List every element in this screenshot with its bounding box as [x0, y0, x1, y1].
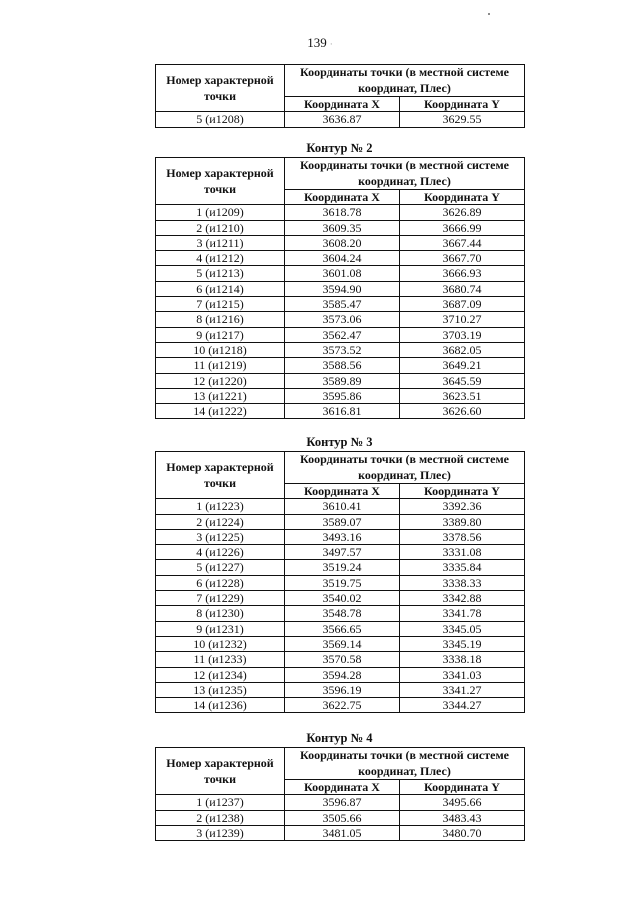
header-x: Координата X [285, 97, 400, 112]
table-row [156, 251, 525, 266]
coords-table [155, 64, 525, 128]
y-cell: 3335.84 [400, 560, 525, 575]
header-coordinates: Координаты точки (в местной системе координат, Плес) [285, 65, 525, 97]
x-cell: 3519.24 [285, 560, 400, 575]
y-cell: 3389.80 [400, 514, 525, 529]
y-cell: 3378.56 [400, 529, 525, 544]
point-cell: 2 (и1210) [156, 220, 285, 235]
y-cell: 3629.55 [400, 112, 525, 127]
x-cell: 3493.16 [285, 529, 400, 544]
point-cell: 8 (и1216) [156, 312, 285, 327]
point-cell: 10 (и1218) [156, 342, 285, 357]
point-cell: 12 (и1234) [156, 667, 285, 682]
x-cell: 3573.06 [285, 312, 400, 327]
coords-section-continued [155, 64, 524, 128]
header-x: Координата X [285, 780, 400, 795]
point-cell: 3 (и1239) [156, 825, 285, 840]
y-cell: 3710.27 [400, 312, 525, 327]
y-cell: 3344.27 [400, 698, 525, 713]
point-cell: 13 (и1235) [156, 682, 285, 697]
header-coordinates: Координаты точки (в местной системе координат, Плес) [285, 748, 525, 780]
table-row [156, 810, 525, 825]
table-row [156, 499, 525, 514]
table-row [156, 266, 525, 281]
table-row [156, 606, 525, 621]
table-body [156, 795, 525, 841]
x-cell: 3595.86 [285, 388, 400, 403]
scan-mark: · [329, 39, 333, 49]
x-cell: 3610.41 [285, 499, 400, 514]
y-cell: 3341.27 [400, 682, 525, 697]
table-row [156, 621, 525, 636]
table-row [156, 388, 525, 403]
table-row [156, 529, 525, 544]
point-cell: 14 (и1236) [156, 698, 285, 713]
coords-table [155, 157, 525, 419]
y-cell: 3680.74 [400, 281, 525, 296]
point-cell: 1 (и1223) [156, 499, 285, 514]
header-coordinates: Координаты точки (в местной системе координат, Плес) [285, 452, 525, 484]
point-cell: 5 (и1208) [156, 112, 285, 127]
point-cell: 9 (и1217) [156, 327, 285, 342]
table-row [156, 220, 525, 235]
y-cell: 3667.44 [400, 235, 525, 250]
header-point-number: Номер характерной точки [156, 748, 285, 795]
y-cell: 3645.59 [400, 373, 525, 388]
y-cell: 3626.60 [400, 404, 525, 419]
x-cell: 3481.05 [285, 825, 400, 840]
x-cell: 3540.02 [285, 591, 400, 606]
point-cell: 9 (и1231) [156, 621, 285, 636]
y-cell: 3392.36 [400, 499, 525, 514]
point-cell: 10 (и1232) [156, 636, 285, 651]
table-row [156, 825, 525, 840]
header-x: Координата X [285, 484, 400, 499]
point-cell: 7 (и1229) [156, 591, 285, 606]
point-cell: 8 (и1230) [156, 606, 285, 621]
x-cell: 3622.75 [285, 698, 400, 713]
point-cell: 5 (и1213) [156, 266, 285, 281]
x-cell: 3566.65 [285, 621, 400, 636]
table-row [156, 698, 525, 713]
y-cell: 3483.43 [400, 810, 525, 825]
point-cell: 4 (и1226) [156, 545, 285, 560]
x-cell: 3608.20 [285, 235, 400, 250]
contour-title: Контур № 2 [306, 141, 373, 155]
header-point-number: Номер характерной точки [156, 158, 285, 205]
coords-table [155, 747, 525, 841]
table-row [156, 636, 525, 651]
header-point-number: Номер характерной точки [156, 452, 285, 499]
coords-section-contour-2 [155, 139, 524, 419]
y-cell: 3345.19 [400, 636, 525, 651]
point-cell: 11 (и1219) [156, 358, 285, 373]
y-cell: 3687.09 [400, 297, 525, 312]
point-cell: 4 (и1212) [156, 251, 285, 266]
table-row [156, 312, 525, 327]
table-row [156, 652, 525, 667]
x-cell: 3609.35 [285, 220, 400, 235]
table-row [156, 373, 525, 388]
x-cell: 3569.14 [285, 636, 400, 651]
y-cell: 3338.33 [400, 575, 525, 590]
point-cell: 11 (и1233) [156, 652, 285, 667]
x-cell: 3573.52 [285, 342, 400, 357]
y-cell: 3495.66 [400, 795, 525, 810]
y-cell: 3480.70 [400, 825, 525, 840]
y-cell: 3626.89 [400, 205, 525, 220]
x-cell: 3589.89 [285, 373, 400, 388]
x-cell: 3570.58 [285, 652, 400, 667]
x-cell: 3585.47 [285, 297, 400, 312]
x-cell: 3548.78 [285, 606, 400, 621]
point-cell: 7 (и1215) [156, 297, 285, 312]
point-cell: 6 (и1214) [156, 281, 285, 296]
y-cell: 3666.93 [400, 266, 525, 281]
table-row [156, 545, 525, 560]
table-row [156, 281, 525, 296]
x-cell: 3636.87 [285, 112, 400, 127]
point-cell: 1 (и1209) [156, 205, 285, 220]
y-cell: 3331.08 [400, 545, 525, 560]
x-cell: 3589.07 [285, 514, 400, 529]
y-cell: 3341.78 [400, 606, 525, 621]
page-number-text: 139 [307, 35, 327, 50]
table-row [156, 404, 525, 419]
x-cell: 3505.66 [285, 810, 400, 825]
table-row [156, 205, 525, 220]
x-cell: 3594.28 [285, 667, 400, 682]
header-point-number: Номер характерной точки [156, 65, 285, 112]
table-row [156, 795, 525, 810]
x-cell: 3588.56 [285, 358, 400, 373]
table-row [156, 235, 525, 250]
y-cell: 3667.70 [400, 251, 525, 266]
x-cell: 3601.08 [285, 266, 400, 281]
point-cell: 3 (и1211) [156, 235, 285, 250]
contour-title: Контур № 3 [306, 435, 373, 449]
table-row [156, 575, 525, 590]
point-cell: 14 (и1222) [156, 404, 285, 419]
x-cell: 3594.90 [285, 281, 400, 296]
x-cell: 3519.75 [285, 575, 400, 590]
x-cell: 3596.19 [285, 682, 400, 697]
point-cell: 12 (и1220) [156, 373, 285, 388]
header-y: Координата Y [400, 780, 525, 795]
table-row [156, 591, 525, 606]
point-cell: 2 (и1238) [156, 810, 285, 825]
x-cell: 3596.87 [285, 795, 400, 810]
x-cell: 3618.78 [285, 205, 400, 220]
contour-title: Контур № 4 [306, 731, 373, 745]
y-cell: 3342.88 [400, 591, 525, 606]
y-cell: 3703.19 [400, 327, 525, 342]
header-y: Координата Y [400, 97, 525, 112]
header-coordinates: Координаты точки (в местной системе координат, Плес) [285, 158, 525, 190]
point-cell: 3 (и1225) [156, 529, 285, 544]
page-number [0, 35, 640, 51]
x-cell: 3497.57 [285, 545, 400, 560]
coords-table [155, 451, 525, 713]
header-y: Координата Y [400, 484, 525, 499]
table-row [156, 560, 525, 575]
point-cell: 2 (и1224) [156, 514, 285, 529]
scan-speck [488, 13, 490, 15]
x-cell: 3616.81 [285, 404, 400, 419]
table-row [156, 358, 525, 373]
y-cell: 3666.99 [400, 220, 525, 235]
point-cell: 5 (и1227) [156, 560, 285, 575]
y-cell: 3649.21 [400, 358, 525, 373]
coords-section-contour-4 [155, 729, 524, 841]
table-row [156, 342, 525, 357]
x-cell: 3604.24 [285, 251, 400, 266]
coords-section-contour-3 [155, 433, 524, 713]
table-row [156, 667, 525, 682]
table-row [156, 682, 525, 697]
header-x: Координата X [285, 190, 400, 205]
x-cell: 3562.47 [285, 327, 400, 342]
table-row [156, 327, 525, 342]
table-body [156, 205, 525, 419]
table-body [156, 112, 525, 127]
table-row [156, 297, 525, 312]
point-cell: 1 (и1237) [156, 795, 285, 810]
header-y: Координата Y [400, 190, 525, 205]
y-cell: 3682.05 [400, 342, 525, 357]
table-row [156, 514, 525, 529]
point-cell: 6 (и1228) [156, 575, 285, 590]
point-cell: 13 (и1221) [156, 388, 285, 403]
y-cell: 3341.03 [400, 667, 525, 682]
table-body [156, 499, 525, 713]
y-cell: 3345.05 [400, 621, 525, 636]
table-row [156, 112, 525, 127]
y-cell: 3338.18 [400, 652, 525, 667]
y-cell: 3623.51 [400, 388, 525, 403]
